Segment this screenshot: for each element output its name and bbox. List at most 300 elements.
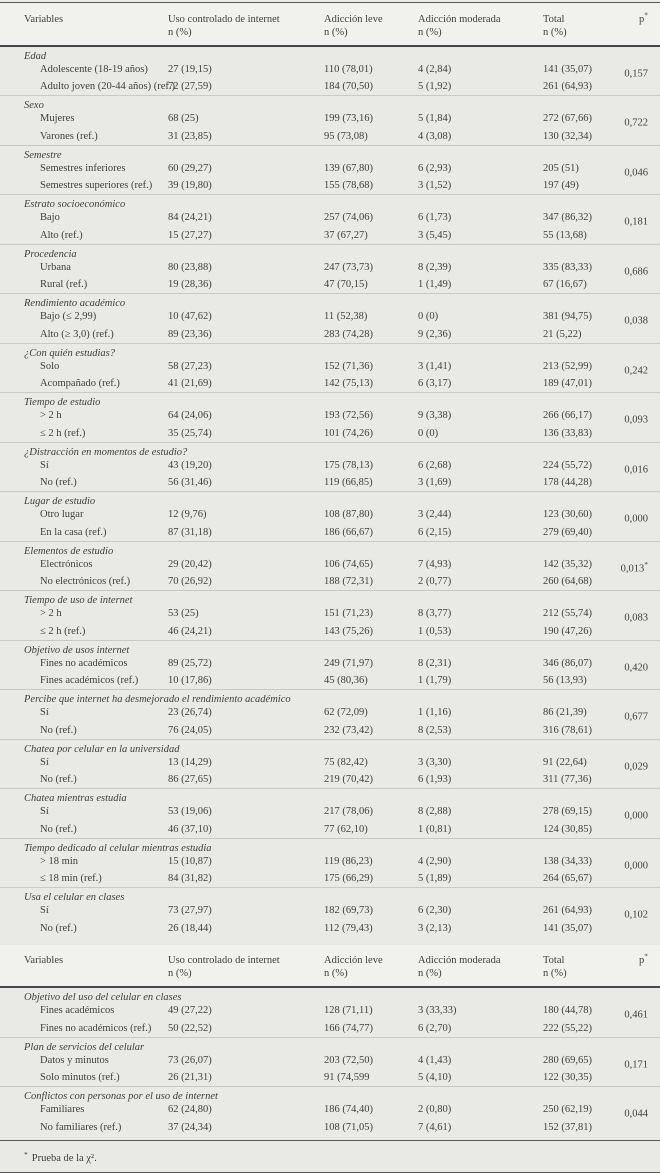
table-row xyxy=(0,360,660,378)
table-row xyxy=(0,112,660,130)
p-value: 0,046 xyxy=(624,167,648,178)
column-header xyxy=(543,8,605,39)
row-label: Rural (ref.) xyxy=(24,278,168,291)
cell-total: 152 (37,81) xyxy=(543,1121,605,1134)
cell-uso-controlado: 19 (28,36) xyxy=(168,278,324,291)
variable-group xyxy=(0,788,660,838)
cell-p-value xyxy=(605,328,648,341)
row-label: Fines académicos xyxy=(24,1004,168,1022)
cell-adiccion-leve: 166 (74,77) xyxy=(324,1022,418,1035)
cell-adiccion-moderada: 1 (1,79) xyxy=(418,674,543,687)
column-label: Adicción moderada xyxy=(418,14,501,25)
row-label: Familiares xyxy=(24,1103,168,1121)
column-label: Variables xyxy=(24,955,63,966)
cell-adiccion-leve: 175 (78,13) xyxy=(324,459,418,477)
row-label: Mujeres xyxy=(24,112,168,130)
cell-p-value xyxy=(605,1121,648,1134)
cell-adiccion-leve: 112 (79,43) xyxy=(324,922,418,935)
variable-group xyxy=(0,1086,660,1136)
row-label: Otro lugar xyxy=(24,508,168,526)
column-label: Uso controlado de internet xyxy=(168,955,280,966)
column-header xyxy=(168,950,324,981)
cell-uso-controlado: 26 (18,44) xyxy=(168,922,324,935)
cell-adiccion-leve: 77 (62,10) xyxy=(324,823,418,836)
variable-group xyxy=(0,343,660,393)
cell-uso-controlado: 53 (25) xyxy=(168,607,324,625)
cell-adiccion-moderada: 8 (2,88) xyxy=(418,805,543,823)
cell-p-value xyxy=(605,706,648,724)
table-row xyxy=(0,823,660,836)
cell-adiccion-leve: 152 (71,36) xyxy=(324,360,418,378)
cell-adiccion-leve: 184 (70,50) xyxy=(324,80,418,93)
cell-uso-controlado: 86 (27,65) xyxy=(168,773,324,786)
column-header xyxy=(24,8,168,39)
table-row xyxy=(0,706,660,724)
cell-p-value xyxy=(605,724,648,737)
column-sup-marker: * xyxy=(644,952,648,961)
row-label: Adolescente (18-19 años) xyxy=(24,63,168,81)
column-label: Total xyxy=(543,14,564,25)
cell-p-value xyxy=(605,872,648,885)
p-value: 0,171 xyxy=(624,1059,648,1070)
cell-adiccion-leve: 95 (73,08) xyxy=(324,130,418,143)
variable-group xyxy=(0,590,660,640)
cell-p-value xyxy=(605,625,648,638)
table-footnote xyxy=(0,1140,660,1173)
cell-total: 205 (51) xyxy=(543,162,605,180)
table-row xyxy=(0,526,660,539)
cell-adiccion-leve: 119 (66,85) xyxy=(324,476,418,489)
row-label: Urbana xyxy=(24,261,168,279)
p-value: 0,000 xyxy=(624,514,648,525)
table-row xyxy=(0,575,660,588)
table-row xyxy=(0,328,660,341)
cell-p-value xyxy=(605,310,648,328)
table-row xyxy=(0,80,660,93)
table-row xyxy=(0,310,660,328)
cell-total: 347 (86,32) xyxy=(543,211,605,229)
cell-adiccion-moderada: 5 (1,89) xyxy=(418,872,543,885)
column-header xyxy=(418,950,543,981)
cell-p-value xyxy=(605,1004,648,1022)
cell-p-value xyxy=(605,360,648,378)
cell-uso-controlado: 50 (22,52) xyxy=(168,1022,324,1035)
cell-adiccion-leve: 139 (67,80) xyxy=(324,162,418,180)
variable-group-title: Estrato socioeconómico xyxy=(24,198,648,211)
cell-total: 280 (69,65) xyxy=(543,1054,605,1072)
column-header xyxy=(605,8,648,39)
variable-group xyxy=(0,640,660,690)
footnote-marker: * xyxy=(24,1150,28,1159)
row-label: Fines no académicos xyxy=(24,657,168,675)
cell-total: 86 (21,39) xyxy=(543,706,605,724)
cell-p-value xyxy=(605,409,648,427)
cell-adiccion-moderada: 6 (1,73) xyxy=(418,211,543,229)
variable-group xyxy=(0,194,660,244)
cell-p-value xyxy=(605,179,648,192)
cell-adiccion-moderada: 6 (2,15) xyxy=(418,526,543,539)
cell-adiccion-leve: 186 (74,40) xyxy=(324,1103,418,1121)
table-row xyxy=(0,904,660,922)
cell-adiccion-moderada: 8 (2,53) xyxy=(418,724,543,737)
cell-p-value xyxy=(605,377,648,390)
cell-total: 197 (49) xyxy=(543,179,605,192)
column-sublabel: n (%) xyxy=(324,967,418,980)
table-row xyxy=(0,558,660,576)
cell-total: 180 (44,78) xyxy=(543,1004,605,1022)
row-label: Bajo (≤ 2,99) xyxy=(24,310,168,328)
row-label: Solo minutos (ref.) xyxy=(24,1071,168,1084)
cell-adiccion-leve: 91 (74,599 xyxy=(324,1071,418,1084)
cell-total: 224 (55,72) xyxy=(543,459,605,477)
variable-group-title: Chatea por celular en la universidad xyxy=(24,743,648,756)
table-row xyxy=(0,872,660,885)
cell-uso-controlado: 41 (21,69) xyxy=(168,377,324,390)
cell-adiccion-leve: 142 (75,13) xyxy=(324,377,418,390)
cell-p-value xyxy=(605,211,648,229)
p-value: 0,013 xyxy=(621,563,645,574)
cell-uso-controlado: 49 (27,22) xyxy=(168,1004,324,1022)
cell-p-value xyxy=(605,575,648,588)
column-header xyxy=(418,8,543,39)
variable-group-title: Rendimiento académico xyxy=(24,297,648,310)
cell-adiccion-moderada: 3 (2,44) xyxy=(418,508,543,526)
cell-adiccion-moderada: 3 (1,69) xyxy=(418,476,543,489)
row-label: No (ref.) xyxy=(24,823,168,836)
p-value: 0,083 xyxy=(624,613,648,624)
cell-p-value xyxy=(605,823,648,836)
cell-total: 213 (52,99) xyxy=(543,360,605,378)
column-header xyxy=(24,950,168,981)
cell-adiccion-moderada: 1 (1,16) xyxy=(418,706,543,724)
row-label: > 2 h xyxy=(24,409,168,427)
variable-group-title: Usa el celular en clases xyxy=(24,891,648,904)
cell-uso-controlado: 12 (9,76) xyxy=(168,508,324,526)
cell-total: 122 (30,35) xyxy=(543,1071,605,1084)
column-label: Variables xyxy=(24,14,63,25)
variable-group-title: Procedencia xyxy=(24,248,648,261)
cell-total: 123 (30,60) xyxy=(543,508,605,526)
row-label: Sí xyxy=(24,459,168,477)
cell-uso-controlado: 26 (21,31) xyxy=(168,1071,324,1084)
cell-uso-controlado: 46 (37,10) xyxy=(168,823,324,836)
column-header xyxy=(324,8,418,39)
row-label: Electrónicos xyxy=(24,558,168,576)
cell-adiccion-leve: 151 (71,23) xyxy=(324,607,418,625)
cell-adiccion-leve: 119 (86,23) xyxy=(324,855,418,873)
row-label: ≤ 18 min (ref.) xyxy=(24,872,168,885)
cell-uso-controlado: 23 (26,74) xyxy=(168,706,324,724)
cell-uso-controlado: 53 (19,06) xyxy=(168,805,324,823)
cell-total: 222 (55,22) xyxy=(543,1022,605,1035)
cell-p-value xyxy=(605,112,648,130)
table-body-part-1 xyxy=(0,47,660,937)
cell-adiccion-moderada: 3 (33,33) xyxy=(418,1004,543,1022)
cell-total: 261 (64,93) xyxy=(543,904,605,922)
cell-total: 335 (83,33) xyxy=(543,261,605,279)
table-row xyxy=(0,625,660,638)
column-sublabel: n (%) xyxy=(418,26,543,39)
variable-group-title: ¿Distracción en momentos de estudio? xyxy=(24,446,648,459)
table-row xyxy=(0,724,660,737)
cell-uso-controlado: 84 (24,21) xyxy=(168,211,324,229)
table-row xyxy=(0,773,660,786)
cell-uso-controlado: 13 (14,29) xyxy=(168,756,324,774)
table-row xyxy=(0,674,660,687)
cell-adiccion-moderada: 2 (0,77) xyxy=(418,575,543,588)
column-header xyxy=(605,950,648,981)
variable-group-title: Semestre xyxy=(24,149,648,162)
cell-adiccion-leve: 108 (71,05) xyxy=(324,1121,418,1134)
cell-p-value xyxy=(605,607,648,625)
cell-p-value xyxy=(605,162,648,180)
cell-total: 136 (33,83) xyxy=(543,427,605,440)
cell-uso-controlado: 37 (24,34) xyxy=(168,1121,324,1134)
cell-total: 190 (47,26) xyxy=(543,625,605,638)
row-label: Alto (≥ 3,0) (ref.) xyxy=(24,328,168,341)
variable-group-title: Elementos de estudio xyxy=(24,545,648,558)
cell-total: 381 (94,75) xyxy=(543,310,605,328)
table-row xyxy=(0,922,660,935)
cell-adiccion-moderada: 7 (4,61) xyxy=(418,1121,543,1134)
row-label: No electrónicos (ref.) xyxy=(24,575,168,588)
cell-total: 142 (35,32) xyxy=(543,558,605,576)
row-label: No familiares (ref.) xyxy=(24,1121,168,1134)
cell-adiccion-moderada: 3 (3,30) xyxy=(418,756,543,774)
table-row xyxy=(0,130,660,143)
cell-adiccion-leve: 47 (70,15) xyxy=(324,278,418,291)
table-row xyxy=(0,1071,660,1084)
row-label: No (ref.) xyxy=(24,773,168,786)
cell-adiccion-leve: 219 (70,42) xyxy=(324,773,418,786)
p-value: 0,029 xyxy=(624,761,648,772)
results-table xyxy=(0,2,660,1173)
cell-p-value xyxy=(605,508,648,526)
table-row xyxy=(0,756,660,774)
cell-p-value xyxy=(605,1103,648,1121)
column-sublabel: n (%) xyxy=(418,967,543,980)
variable-group xyxy=(0,739,660,789)
row-label: No (ref.) xyxy=(24,922,168,935)
cell-adiccion-moderada: 8 (2,39) xyxy=(418,261,543,279)
cell-total: 279 (69,40) xyxy=(543,526,605,539)
column-sublabel: n (%) xyxy=(324,26,418,39)
cell-adiccion-moderada: 8 (2,31) xyxy=(418,657,543,675)
table-row xyxy=(0,427,660,440)
p-value: 0,000 xyxy=(624,811,648,822)
variable-group-title: Objetivo del uso del celular en clases xyxy=(24,991,648,1004)
cell-p-value xyxy=(605,63,648,81)
cell-adiccion-moderada: 9 (2,36) xyxy=(418,328,543,341)
table-row xyxy=(0,607,660,625)
table-row xyxy=(0,508,660,526)
column-sup-marker: * xyxy=(644,10,648,19)
table-header-row-repeated xyxy=(0,945,660,989)
variable-group-title: Objetivo de usos internet xyxy=(24,644,648,657)
variable-group xyxy=(0,145,660,195)
variable-group xyxy=(0,95,660,145)
row-label: Datos y minutos xyxy=(24,1054,168,1072)
p-value: 0,016 xyxy=(624,464,648,475)
cell-total: 130 (32,34) xyxy=(543,130,605,143)
cell-total: 178 (44,28) xyxy=(543,476,605,489)
cell-adiccion-moderada: 2 (0,80) xyxy=(418,1103,543,1121)
cell-p-value xyxy=(605,427,648,440)
cell-adiccion-moderada: 6 (2,70) xyxy=(418,1022,543,1035)
cell-adiccion-leve: 182 (69,73) xyxy=(324,904,418,922)
cell-p-value xyxy=(605,773,648,786)
cell-p-value xyxy=(605,130,648,143)
variable-group xyxy=(0,442,660,492)
variable-group xyxy=(0,491,660,541)
cell-total: 91 (22,64) xyxy=(543,756,605,774)
cell-total: 212 (55,74) xyxy=(543,607,605,625)
cell-total: 316 (78,61) xyxy=(543,724,605,737)
cell-adiccion-moderada: 1 (1,49) xyxy=(418,278,543,291)
column-label: Adicción leve xyxy=(324,955,383,966)
cell-adiccion-leve: 108 (87,80) xyxy=(324,508,418,526)
cell-adiccion-leve: 257 (74,06) xyxy=(324,211,418,229)
cell-adiccion-moderada: 6 (2,30) xyxy=(418,904,543,922)
row-label: Fines no académicos (ref.) xyxy=(24,1022,168,1035)
table-row xyxy=(0,1103,660,1121)
row-label: ≤ 2 h (ref.) xyxy=(24,625,168,638)
row-label: Sí xyxy=(24,904,168,922)
cell-uso-controlado: 15 (27,27) xyxy=(168,229,324,242)
variable-group xyxy=(0,887,660,937)
cell-uso-controlado: 56 (31,46) xyxy=(168,476,324,489)
table-row xyxy=(0,476,660,489)
table-row xyxy=(0,1054,660,1072)
cell-uso-controlado: 10 (17,86) xyxy=(168,674,324,687)
cell-total: 21 (5,22) xyxy=(543,328,605,341)
cell-uso-controlado: 64 (24,06) xyxy=(168,409,324,427)
variable-group xyxy=(0,541,660,591)
cell-uso-controlado: 43 (19,20) xyxy=(168,459,324,477)
cell-p-value xyxy=(605,1022,648,1035)
table-header-row xyxy=(0,3,660,47)
cell-adiccion-leve: 11 (52,38) xyxy=(324,310,418,328)
cell-p-value xyxy=(605,805,648,823)
cell-adiccion-leve: 186 (66,67) xyxy=(324,526,418,539)
column-header xyxy=(168,8,324,39)
column-sublabel: n (%) xyxy=(168,967,324,980)
p-value: 0,157 xyxy=(624,68,648,79)
column-label: p xyxy=(639,14,644,25)
variable-group xyxy=(0,47,660,96)
cell-uso-controlado: 39 (19,80) xyxy=(168,179,324,192)
variable-group xyxy=(0,988,660,1037)
cell-adiccion-moderada: 8 (3,77) xyxy=(418,607,543,625)
cell-uso-controlado: 89 (23,36) xyxy=(168,328,324,341)
cell-adiccion-moderada: 9 (3,38) xyxy=(418,409,543,427)
column-label: Adicción moderada xyxy=(418,955,501,966)
cell-adiccion-leve: 101 (74,26) xyxy=(324,427,418,440)
cell-total: 346 (86,07) xyxy=(543,657,605,675)
cell-uso-controlado: 84 (31,82) xyxy=(168,872,324,885)
cell-total: 272 (67,66) xyxy=(543,112,605,130)
cell-adiccion-leve: 106 (74,65) xyxy=(324,558,418,576)
cell-adiccion-leve: 199 (73,16) xyxy=(324,112,418,130)
cell-adiccion-moderada: 5 (1,92) xyxy=(418,80,543,93)
cell-adiccion-moderada: 4 (2,90) xyxy=(418,855,543,873)
cell-p-value xyxy=(605,674,648,687)
cell-total: 138 (34,33) xyxy=(543,855,605,873)
cell-adiccion-moderada: 0 (0) xyxy=(418,310,543,328)
table-row xyxy=(0,1004,660,1022)
column-label: Total xyxy=(543,955,564,966)
cell-adiccion-leve: 283 (74,28) xyxy=(324,328,418,341)
cell-p-value xyxy=(605,558,648,576)
row-label: Varones (ref.) xyxy=(24,130,168,143)
cell-adiccion-leve: 249 (71,97) xyxy=(324,657,418,675)
variable-group-title: Edad xyxy=(24,50,648,63)
cell-uso-controlado: 87 (31,18) xyxy=(168,526,324,539)
table-row xyxy=(0,855,660,873)
cell-total: 67 (16,67) xyxy=(543,278,605,291)
cell-adiccion-moderada: 3 (5,45) xyxy=(418,229,543,242)
p-value: 0,102 xyxy=(624,910,648,921)
cell-p-value xyxy=(605,526,648,539)
table-row xyxy=(0,63,660,81)
cell-adiccion-leve: 128 (71,11) xyxy=(324,1004,418,1022)
variable-group xyxy=(0,838,660,888)
column-sublabel: n (%) xyxy=(543,967,605,980)
cell-adiccion-moderada: 3 (1,52) xyxy=(418,179,543,192)
cell-total: 250 (62,19) xyxy=(543,1103,605,1121)
cell-uso-controlado: 73 (27,97) xyxy=(168,904,324,922)
table-row xyxy=(0,162,660,180)
cell-uso-controlado: 89 (25,72) xyxy=(168,657,324,675)
cell-uso-controlado: 73 (26,07) xyxy=(168,1054,324,1072)
table-row xyxy=(0,459,660,477)
p-value: 0,461 xyxy=(624,1010,648,1021)
cell-total: 260 (64,68) xyxy=(543,575,605,588)
cell-total: 141 (35,07) xyxy=(543,63,605,81)
row-label: Sí xyxy=(24,756,168,774)
cell-adiccion-leve: 155 (78,68) xyxy=(324,179,418,192)
cell-total: 124 (30,85) xyxy=(543,823,605,836)
p-value: 0,420 xyxy=(624,662,648,673)
cell-p-value xyxy=(605,278,648,291)
cell-p-value xyxy=(605,904,648,922)
row-label: Acompañado (ref.) xyxy=(24,377,168,390)
cell-p-value xyxy=(605,1054,648,1072)
variable-group-title: Tiempo de uso de internet xyxy=(24,594,648,607)
cell-p-value xyxy=(605,756,648,774)
cell-uso-controlado: 10 (47,62) xyxy=(168,310,324,328)
cell-p-value xyxy=(605,855,648,873)
cell-adiccion-moderada: 7 (4,93) xyxy=(418,558,543,576)
row-label: Semestres superiores (ref.) xyxy=(24,179,168,192)
table-row xyxy=(0,805,660,823)
p-value: 0,242 xyxy=(624,365,648,376)
row-label: Fines académicos (ref.) xyxy=(24,674,168,687)
column-label: Adicción leve xyxy=(324,14,383,25)
table-row xyxy=(0,377,660,390)
variable-group-title: Lugar de estudio xyxy=(24,495,648,508)
p-value: 0,722 xyxy=(624,118,648,129)
cell-total: 311 (77,36) xyxy=(543,773,605,786)
table-row xyxy=(0,229,660,242)
cell-adiccion-moderada: 4 (3,08) xyxy=(418,130,543,143)
cell-adiccion-leve: 75 (82,42) xyxy=(324,756,418,774)
cell-uso-controlado: 60 (29,27) xyxy=(168,162,324,180)
cell-adiccion-leve: 188 (72,31) xyxy=(324,575,418,588)
cell-adiccion-leve: 203 (72,50) xyxy=(324,1054,418,1072)
variable-group-title: Tiempo de estudio xyxy=(24,396,648,409)
cell-uso-controlado: 76 (24,05) xyxy=(168,724,324,737)
